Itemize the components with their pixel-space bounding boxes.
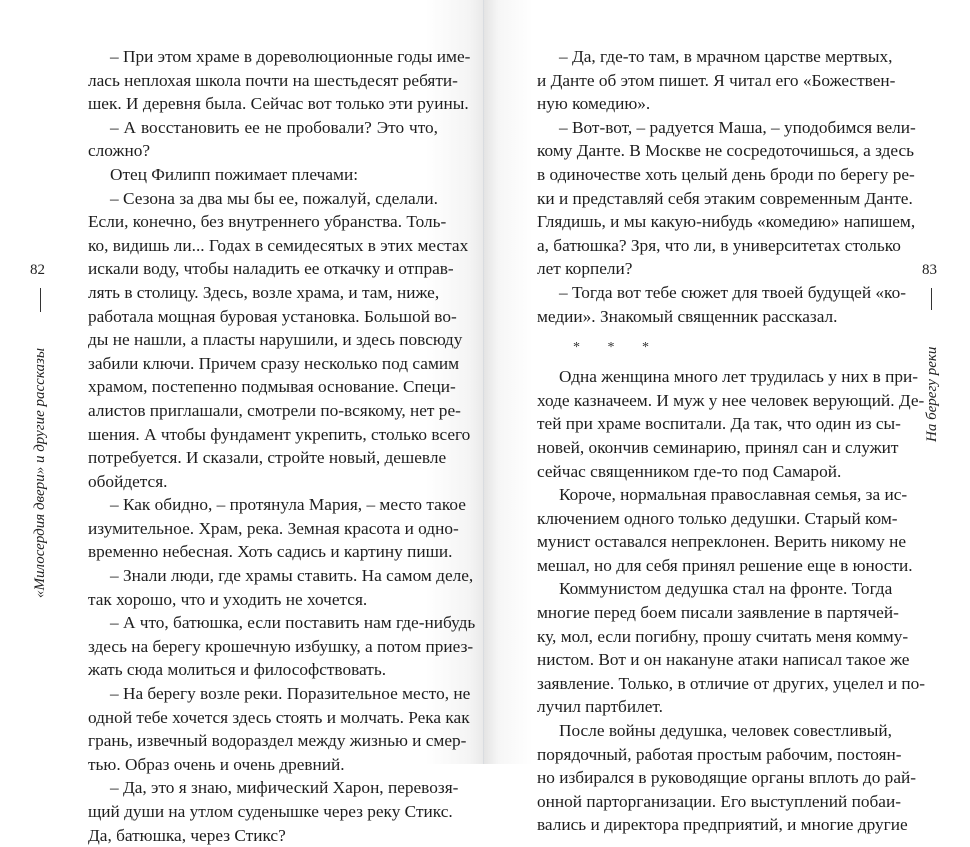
text-line: Отец Филипп пожимает плечами:	[110, 164, 358, 184]
text-line: – А что, батюшка, если поставить нам где-нибудь	[110, 613, 476, 633]
left-page-text	[88, 45, 476, 847]
text-line: здесь на берегу крошечную избушку, а потом приез-	[88, 636, 474, 656]
text-before-break	[537, 45, 916, 328]
running-head-rule	[931, 288, 932, 310]
text-line: заявление. Только, в отличие от других, уцелел и по-	[537, 673, 926, 693]
text-line: – На берегу возле реки. Поразительное место, не	[110, 684, 471, 704]
page-number-right: 83	[922, 262, 937, 278]
text-line: нистом. Вот и он накануне атаки написал такое же	[537, 650, 910, 670]
text-line: ку, мол, если погибну, прошу считать меня комму-	[537, 626, 909, 646]
text-line: вались и директора предприятий, и многие другие	[537, 815, 908, 835]
text-line: сейчас священником где-то под Самарой.	[537, 461, 842, 481]
text-line: Глядишь, и мы какую-нибудь «комедию» напишем,	[537, 212, 916, 232]
text-line: – Вот-вот, – радуется Маша, – уподобимся вели-	[559, 117, 916, 137]
text-line: изумительное. Храм, река. Земная красота и одно-	[88, 518, 459, 538]
text-line: тей при храме воспитали. Да так, что один из сы-	[537, 414, 901, 434]
text-line: кому Данте. В Москве не сосредоточишься, а здесь	[537, 141, 915, 161]
text-line: – Знали люди, где храмы ставить. На самом деле,	[110, 566, 474, 586]
text-line: обойдется.	[88, 471, 168, 491]
text-line: временно небесная. Хоть садись и картину пиши.	[88, 542, 453, 562]
text-line: лет корпели?	[537, 259, 633, 279]
text-line: сложно?	[88, 141, 151, 161]
text-line: одной тебе хочется здесь стоять и молчать. Река как	[88, 707, 470, 727]
text-line: – Да, где-то там, в мрачном царстве мертвых,	[559, 47, 893, 66]
text-line: щий души на утлом суденышке через реку Стикс.	[88, 802, 453, 821]
text-line: в одиночестве хоть целый день броди по берегу ре-	[537, 164, 915, 184]
left-page	[0, 0, 484, 845]
text-line: новей, окончив семинарию, принял сан и служит	[537, 437, 899, 457]
text-after-break	[537, 365, 926, 837]
text-line: мунист оставался непреклонен. Верить никому не	[537, 532, 907, 552]
text-line: тью. Образ очень и очень древний.	[88, 754, 345, 774]
text-line: многие перед боем писали заявление в партячей-	[537, 603, 899, 623]
text-line: – Сезона за два мы бы ее, пожалуй, сделали.	[110, 188, 438, 208]
text-line: ко, видишь ли... Годах в семидесятых в этих местах	[88, 235, 469, 255]
text-line: ключением одного только дедушки. Старый ком-	[537, 508, 898, 528]
chapter-title: На берегу реки	[924, 346, 940, 442]
text-line: грань, извечный водораздел между жизнью и смер-	[88, 731, 467, 751]
text-line: – При этом храме в дореволюционные годы име-	[110, 47, 471, 66]
text-line: ную комедию».	[537, 94, 651, 114]
text-line: забили ключи. Причем сразу несколько под самим	[88, 353, 460, 373]
section-break: * * *	[573, 340, 661, 356]
running-head-rule	[40, 288, 41, 312]
text-line: ды не нашли, а пласты нарушили, и здесь повсюду	[88, 330, 463, 350]
text-line: алистов приглашали, смотрели по-всякому, нет ре-	[88, 400, 461, 420]
text-line: Если, конечно, без внутреннего убранства. Толь-	[88, 212, 447, 232]
text-line: и Данте об этом пишет. Я читал его «Божествен-	[537, 70, 896, 90]
text-line: – Да, это я знаю, мифический Харон, перевозя-	[110, 778, 459, 798]
right-page	[484, 0, 970, 835]
book-title: «Милосердия двери» и другие рассказы	[32, 348, 48, 598]
text-line: шек. И деревня была. Сейчас вот только эти руины.	[88, 94, 469, 114]
text-line: онной парторганизации. Его выступлений побаи-	[537, 791, 901, 811]
text-line: жать сюда молиться и философствовать.	[88, 660, 387, 680]
text-line: порядочный, работая простым рабочим, постоян-	[537, 744, 902, 764]
text-line: ки и представляй себя этаким современным Данте.	[537, 188, 913, 208]
text-line: храмом, постепенно подмывая основание. Специ-	[88, 377, 456, 397]
text-line: лять в столицу. Здесь, возле храма, и там, ниже,	[88, 282, 440, 302]
text-line: лучил партбилет.	[537, 697, 663, 717]
text-line: Да, батюшка, через Стикс?	[88, 825, 286, 845]
text-line: медии». Знакомый священник рассказал.	[537, 306, 838, 326]
text-line: лась неплохая школа почти на шестьдесят ребяти-	[88, 70, 458, 90]
text-line: шения. А чтобы фундамент укрепить, столько всего	[88, 424, 471, 444]
text-line: работала мощная буровая установка. Большой во-	[88, 306, 457, 326]
text-line: Короче, нормальная православная семья, за ис-	[559, 485, 908, 505]
text-line: – А восстановить ее не пробовали? Это что,	[110, 117, 438, 137]
text-line: потребуется. И сказали, стройте новый, дешевле	[88, 448, 447, 468]
text-line: – Как обидно, – протянула Мария, – место такое	[110, 495, 466, 515]
page-number-left: 82	[30, 262, 45, 278]
text-line: но избирался в руководящие органы вплоть до рай-	[537, 768, 916, 788]
text-line: После войны дедушка, человек совестливый,	[559, 721, 892, 741]
text-line: ходе казначеем. И муж у нее человек верующий. Де-	[537, 390, 925, 410]
right-page-text	[537, 45, 926, 837]
text-line: Коммунистом дедушка стал на фронте. Тогда	[559, 579, 893, 599]
text-line: искали воду, чтобы наладить ее откачку и отправ-	[88, 259, 454, 279]
left-running-head	[18, 262, 58, 622]
right-running-head	[912, 262, 952, 452]
text-line: – Тогда вот тебе сюжет для твоей будущей «ко-	[559, 282, 906, 302]
text-line: а, батюшка? Зря, что ли, в университетах столько	[537, 235, 901, 255]
text-line: мешал, но для себя принял решение еще в юности.	[537, 555, 913, 575]
text-line: Одна женщина много лет трудилась у них в при-	[559, 367, 919, 387]
text-line: так хорошо, что и уходить не хочется.	[88, 589, 368, 609]
